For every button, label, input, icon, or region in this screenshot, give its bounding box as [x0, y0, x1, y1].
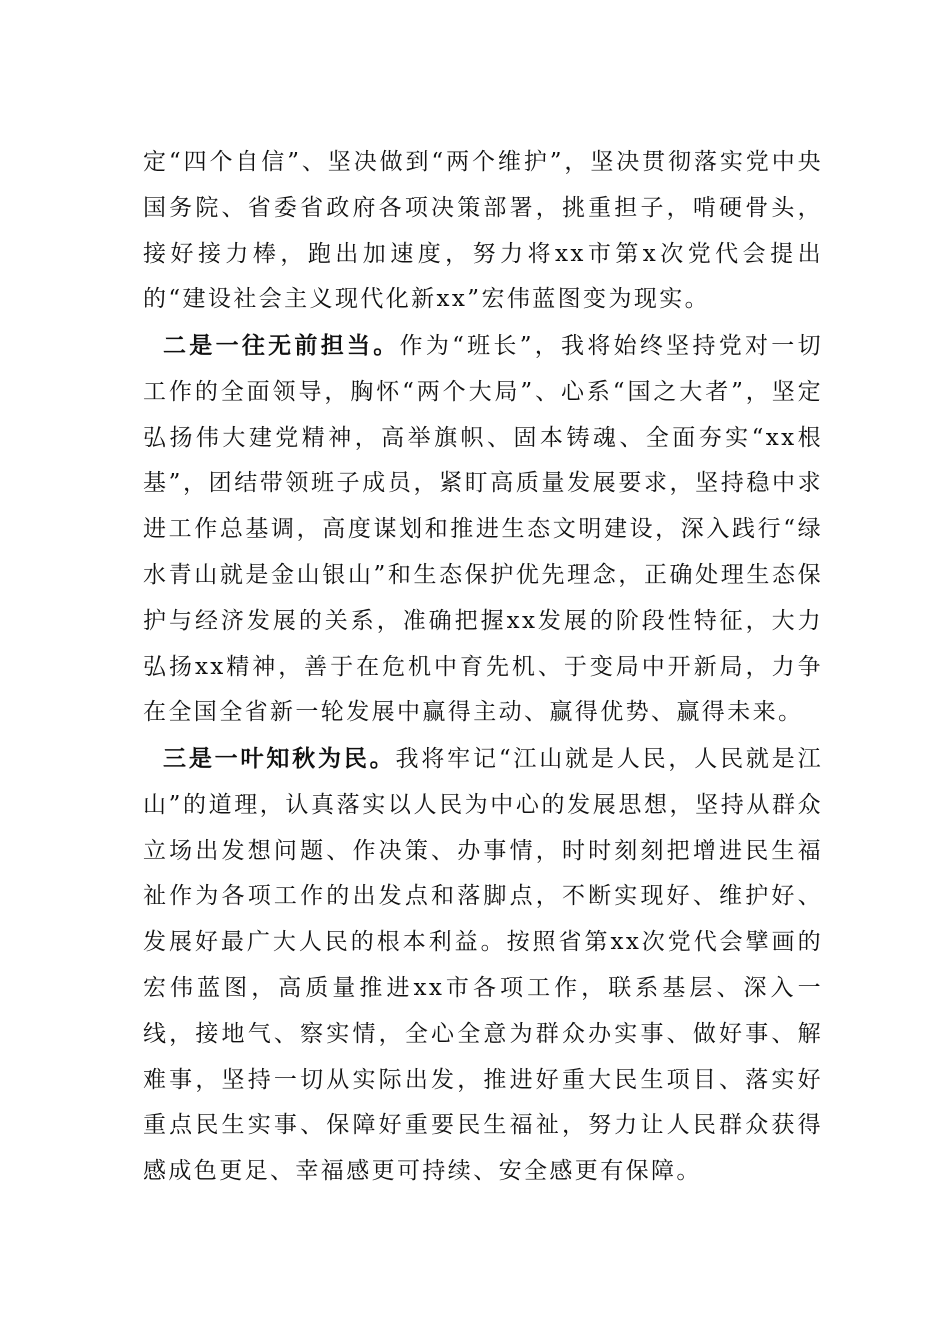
paragraph-2-text: 作为“班长”，我将始终坚持党对一切工作的全面领导，胸怀“两个大局”、心系“国之大者”，坚定弘扬伟大建党精神，高举旗帜、固本铸魂、全面夯实“xx根基”，团结带领班子成员，紧盯高质量发展要求，坚持稳中求进工作总基调，高度谋划和推进生态文明建设，深入践行“绿水青山就是金山银山”和生态保护优先理念，正确处理生态保护与经济发展的关系，准确把握xx发展的阶段性特征，大力弘扬xx精神，善于在危机中育先机、于变局中开新局，力争在全国全省新一轮发展中赢得主动、赢得优势、赢得未来。	[143, 333, 823, 726]
paragraph-third-point	[143, 736, 823, 1195]
paragraph-1-text: 定“四个自信”、坚决做到“两个维护”，坚决贯彻落实党中央国务院、省委省政府各项决策部署，挑重担子，啃硬骨头，接好接力棒，跑出加速度，努力将xx市第x次党代会提出的“建设社会主义现代化新xx”宏伟蓝图变为现实。	[143, 149, 823, 313]
paragraph-2-lead: 二是一往无前担当。	[163, 332, 400, 359]
paragraph-second-point	[143, 323, 823, 736]
paragraph-3-text: 我将牢记“江山就是人民，人民就是江山”的道理，认真落实以人民为中心的发展思想，坚持从群众立场出发想问题、作决策、办事情，时时刻刻把增进民生福祉作为各项工作的出发点和落脚点，不断实现好、维护好、发展好最广大人民的根本利益。按照省第xx次党代会擘画的宏伟蓝图，高质量推进xx市各项工作，联系基层、深入一线，接地气、察实情，全心全意为群众办实事、做好事、解难事，坚持一切从实际出发，推进好重大民生项目、落实好重点民生实事、保障好重要民生福祉，努力让人民群众获得感成色更足、幸福感更可持续、安全感更有保障。	[143, 746, 823, 1185]
paragraph-3-lead: 三是一叶知秋为民。	[163, 745, 396, 772]
paragraph-continuation	[143, 140, 823, 323]
